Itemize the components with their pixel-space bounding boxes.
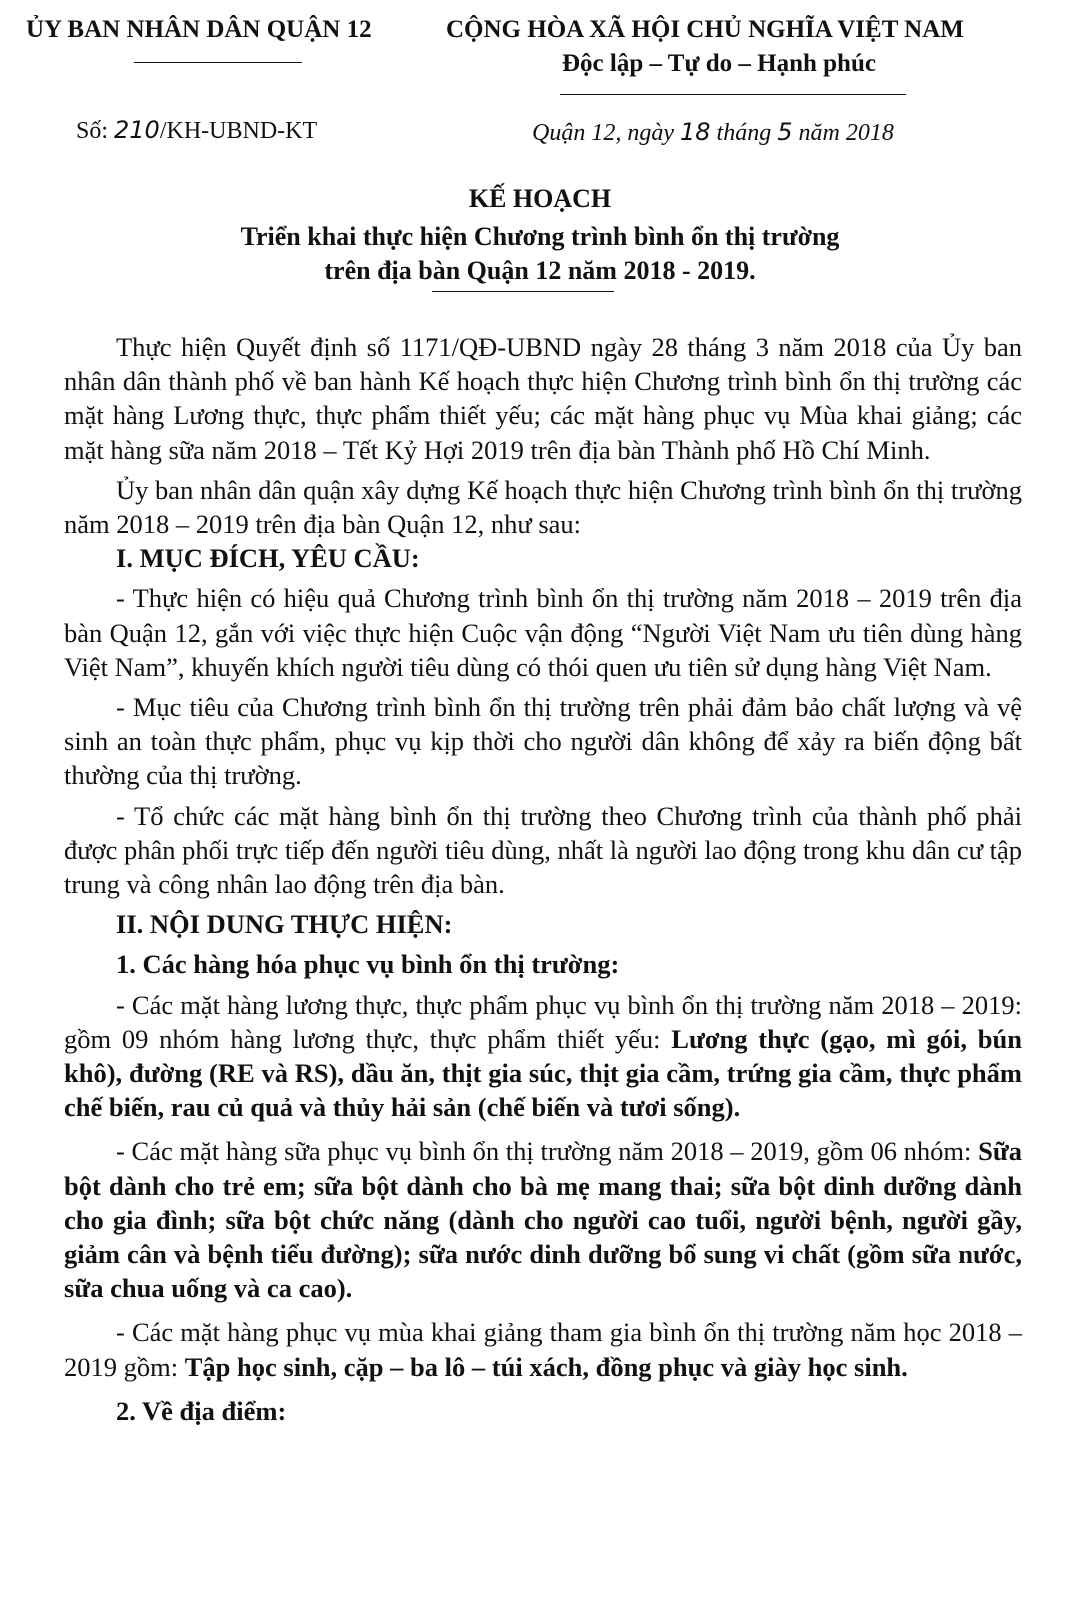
number-prefix: Số: bbox=[76, 118, 109, 144]
goods-school-list: Tập học sinh, cặp – ba lô – túi xách, đồng phục và giày học sinh. bbox=[184, 1351, 908, 1382]
subsection-heading-1: 1. Các hàng hóa phục vụ bình ổn thị trường: bbox=[116, 949, 620, 980]
goods-food-list: Lương thực (gạo, mì gói, bún khô), đường (RE và RS), dầu ăn, thịt gia súc, thịt gia cầm, trứng gia cầm, thực phẩm chế biến, rau củ quả và thủy hải sản (chế biến và tươi sống). bbox=[64, 1023, 1022, 1123]
document-date bbox=[532, 118, 894, 147]
subsection-heading-2: 2. Về địa điểm: bbox=[116, 1395, 287, 1426]
goods-milk-intro: - Các mặt hàng sữa phục vụ bình ổn thị trường năm 2018 – 2019, gồm 06 nhóm: bbox=[116, 1136, 979, 1167]
goods-milk-list: Sữa bột dành cho trẻ em; sữa bột dành cho bà mẹ mang thai; sữa bột dinh dưỡng dành cho gia đình; sữa bột chức năng (dành cho người cao tuổi, người bệnh, người gầy, giảm cân và bệnh tiểu đường); sữa nước dinh dưỡng bổ sung vi chất (gồm sữa nước, sữa chua uống và ca cao). bbox=[64, 1136, 1022, 1304]
goods-school-paragraph bbox=[64, 1315, 1022, 1383]
document-body bbox=[64, 330, 1022, 1428]
date-month-handwritten: 5 bbox=[777, 118, 793, 146]
document-number bbox=[76, 116, 317, 145]
national-title: CỘNG HÒA XÃ HỘI CHỦ NGHĨA VIỆT NAM bbox=[446, 16, 964, 43]
issuing-agency: ỦY BAN NHÂN DÂN QUẬN 12 bbox=[26, 16, 372, 43]
intro-paragraph: Thực hiện Quyết định số 1171/QĐ-UBND ngày 28 tháng 3 năm 2018 của Ủy ban nhân dân thành phố về ban hành Kế hoạch thực hiện Chương trình bình ổn thị trường các mặt hàng Lương thực, thực phẩm thiết yếu; các mặt hàng phục vụ Mùa khai giảng; các mặt hàng sữa năm 2018 – Tết Kỷ Hợi 2019 trên địa bàn Thành phố Hồ Chí Minh. bbox=[64, 332, 1022, 465]
purpose-item-2: - Mục tiêu của Chương trình bình ổn thị trường trên phải đảm bảo chất lượng và vệ sinh an toàn thực phẩm, phục vụ kịp thời cho người dân không để xảy ra biến động bất thường của thị trường. bbox=[64, 692, 1022, 791]
date-year: năm 2018 bbox=[798, 120, 894, 146]
goods-food-intro: - Các mặt hàng lương thực, thực phẩm phục vụ bình ổn thị trường năm 2018 – 2019: gồm 09 nhóm hàng lương thực, thực phẩm thiết yếu: bbox=[64, 989, 1022, 1054]
motto-underline bbox=[560, 94, 906, 95]
section-heading-2: II. NỘI DUNG THỰC HIỆN: bbox=[116, 909, 453, 940]
date-place: Quận 12, ngày bbox=[532, 120, 674, 146]
goods-school-intro: - Các mặt hàng phục vụ mùa khai giảng tham gia bình ổn thị trường năm học 2018 – 2019 gồm: bbox=[64, 1317, 1022, 1382]
agency-underline bbox=[134, 62, 302, 63]
document-subject-line2: trên địa bàn Quận 12 năm 2018 - 2019. bbox=[324, 256, 756, 285]
number-suffix: /KH-UBND-KT bbox=[159, 118, 318, 144]
plan-intro-paragraph: Ủy ban nhân dân quận xây dựng Kế hoạch thực hiện Chương trình bình ổn thị trường năm 2018 – 2019 trên địa bàn Quận 12, như sau: bbox=[64, 474, 1022, 540]
goods-food-paragraph bbox=[64, 988, 1022, 1125]
goods-milk-paragraph bbox=[64, 1134, 1022, 1305]
national-motto: Độc lập – Tự do – Hạnh phúc bbox=[562, 50, 876, 77]
document-type: KẾ HOẠCH bbox=[468, 184, 612, 213]
purpose-item-3: - Tổ chức các mặt hàng bình ổn thị trường theo Chương trình của thành phố phải được phân phối trực tiếp đến người tiêu dùng, nhất là người lao động trong khu dân cư tập trung và công nhân lao động trên địa bàn. bbox=[64, 800, 1022, 900]
purpose-item-1: - Thực hiện có hiệu quả Chương trình bình ổn thị trường năm 2018 – 2019 trên địa bàn Quận 12, gắn với việc thực hiện Cuộc vận động “Người Việt Nam ưu tiên dùng hàng Việt Nam”, khuyến khích người tiêu dùng có thói quen ưu tiên sử dụng hàng Việt Nam. bbox=[64, 583, 1022, 682]
date-month-label: tháng bbox=[716, 120, 772, 146]
title-underline bbox=[432, 291, 614, 292]
number-handwritten: 210 bbox=[114, 116, 160, 144]
document-subject-line1: Triển khai thực hiện Chương trình bình ổn thị trường bbox=[240, 222, 840, 251]
date-day-handwritten: 18 bbox=[679, 118, 711, 146]
section-heading-1: I. MỤC ĐÍCH, YÊU CẦU: bbox=[116, 543, 420, 574]
